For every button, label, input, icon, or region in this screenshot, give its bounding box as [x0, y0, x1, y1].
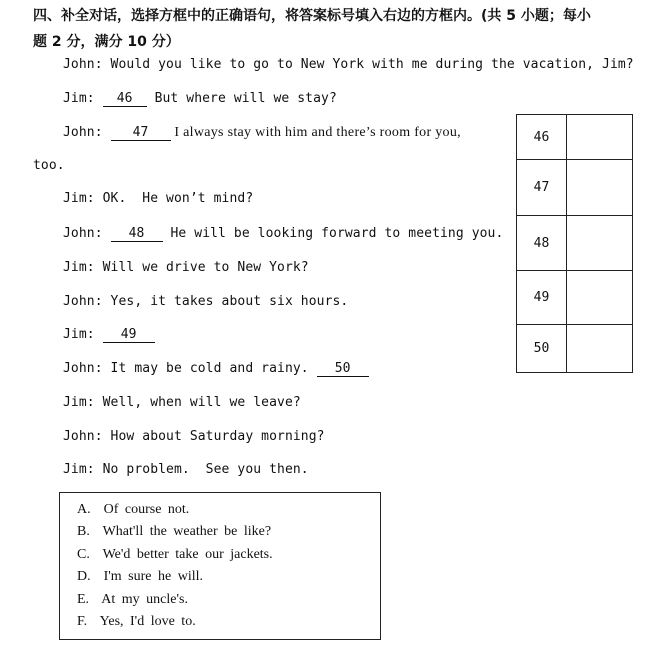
answer-cell[interactable] — [567, 115, 633, 160]
option-f: F. Yes, I'd love to. — [77, 614, 196, 629]
options-box — [59, 492, 381, 640]
question-heading — [33, 3, 645, 55]
answer-number: 47 — [517, 160, 567, 216]
answer-cell[interactable] — [567, 160, 633, 216]
dialogue-line-7: John: Yes, it takes about six hours. — [63, 294, 349, 309]
answer-number: 50 — [517, 325, 567, 373]
blank-47[interactable]: 47 — [111, 126, 171, 141]
blank-50[interactable]: 50 — [317, 362, 369, 377]
dialogue-line-11: John: How about Saturday morning? — [63, 429, 325, 444]
blank-48[interactable]: 48 — [111, 227, 163, 242]
answer-number: 46 — [517, 115, 567, 160]
dialogue-line-8 — [63, 327, 155, 343]
answer-row — [517, 115, 633, 160]
speaker: John: — [63, 125, 111, 140]
dialogue-line-5 — [63, 226, 503, 242]
line-text: But where will we stay? — [146, 91, 337, 106]
answer-row — [517, 271, 633, 325]
heading-line-1: 四、补全对话，选择方框中的正确语句，将答案标号填入右边的方框内。(共 5 小题；每小 — [33, 8, 591, 24]
answer-row — [517, 216, 633, 271]
dialogue-line-3-continued: too. — [33, 158, 65, 173]
blank-49[interactable]: 49 — [103, 328, 155, 343]
option-b: B. What'll the weather be like? — [77, 524, 272, 539]
dialogue-line-4: Jim: OK. He won’t mind? — [63, 191, 254, 206]
dialogue-line-2 — [63, 91, 337, 107]
dialogue-line-10: Jim: Well, when will we leave? — [63, 395, 301, 410]
option-c: C. We'd better take our jackets. — [77, 547, 273, 562]
dialogue-line-3 — [63, 125, 461, 141]
option-e: E. At my uncle's. — [77, 592, 188, 607]
option-d: D. I'm sure he will. — [77, 569, 204, 584]
answer-cell[interactable] — [567, 216, 633, 271]
answer-row — [517, 325, 633, 373]
dialogue-line-6: Jim: Will we drive to New York? — [63, 260, 309, 275]
blank-46[interactable]: 46 — [103, 92, 147, 107]
answer-number: 48 — [517, 216, 567, 271]
dialogue-line-12: Jim: No problem. See you then. — [63, 462, 309, 477]
speaker: Jim: — [63, 327, 103, 342]
speaker: Jim: — [63, 91, 103, 106]
speaker: John: It may be cold and rainy. — [63, 361, 317, 376]
line-text: I always stay with him and there’s room for you, — [170, 125, 461, 140]
answer-cell[interactable] — [567, 271, 633, 325]
speaker: John: — [63, 226, 111, 241]
answer-table — [516, 114, 633, 373]
answer-cell[interactable] — [567, 325, 633, 373]
line-text: He will be looking forward to meeting you. — [162, 226, 504, 241]
heading-line-2: 题 2 分，满分 10 分） — [33, 34, 180, 50]
dialogue-line-9 — [63, 361, 369, 377]
dialogue-line-1: John: Would you like to go to New York with me during the vacation, Jim? — [63, 57, 634, 72]
option-a: A. Of course not. — [77, 502, 190, 517]
answer-row — [517, 160, 633, 216]
answer-number: 49 — [517, 271, 567, 325]
